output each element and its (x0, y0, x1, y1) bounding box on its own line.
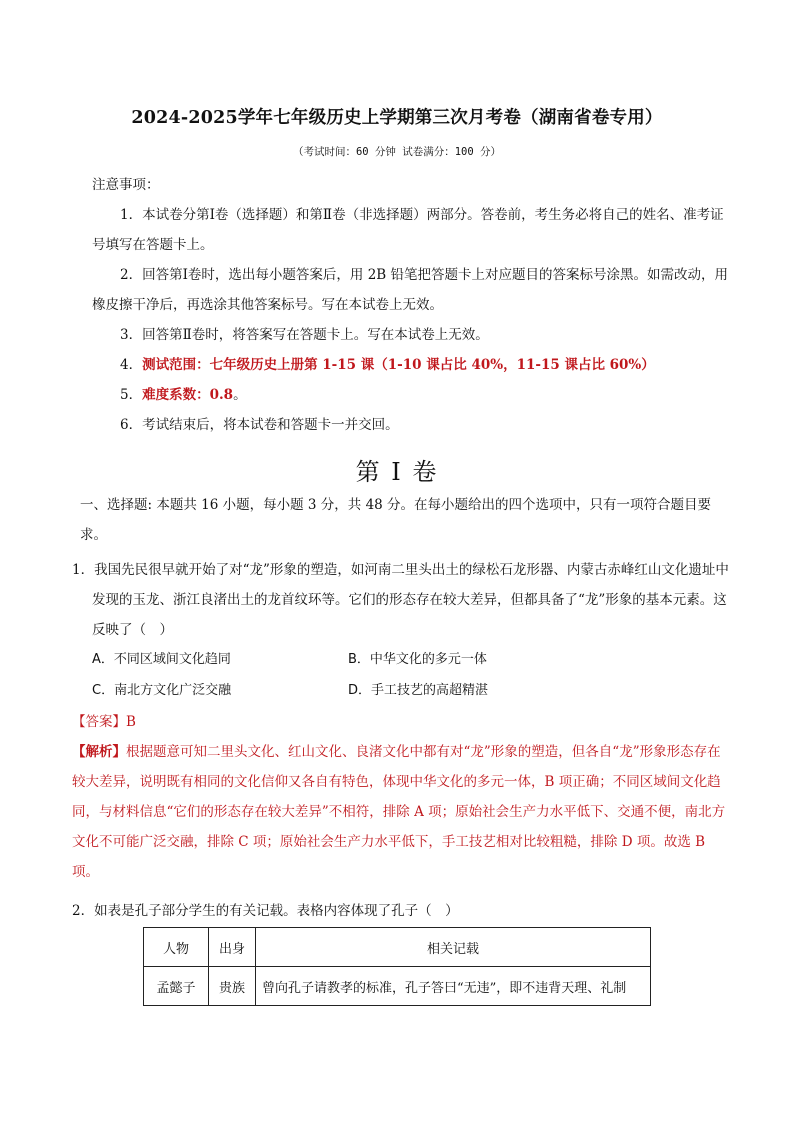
notes-heading: 注意事项： (92, 177, 160, 193)
section-title: 第 I 卷 (355, 458, 439, 486)
table-cell-person: 孟懿子 (144, 967, 209, 1006)
table-cell-record: 曾向孔子请教孝的标准，孔子答曰“无违”，即不违背天理、礼制 (256, 967, 651, 1006)
note-item-6: 6．考试结束后，将本试卷和答题卡一并交回。 (120, 417, 399, 433)
question-1 (72, 555, 732, 887)
option-b: B．中华文化的多元一体 (348, 652, 487, 667)
note-item-5-end: 。 (233, 387, 247, 403)
note-item-3: 3．回答第Ⅱ卷时，将答案写在答题卡上。写在本试卷上无效。 (120, 327, 489, 343)
analysis-tag: 【解析】 (72, 744, 126, 760)
option-c: C．南北方文化广泛交融 (92, 683, 232, 698)
difficulty-value: 0.8 (209, 387, 234, 403)
difficulty-label: 难度系数： (142, 387, 210, 403)
note-item-5 (92, 380, 732, 410)
table-header-person: 人物 (144, 928, 209, 967)
notes-section (92, 170, 732, 440)
test-scope: 测试范围：七年级历史上册第 1-15 课（1-10 课占比 40%，11-15 课占比 60%） (142, 357, 655, 373)
section-instructions: 一、选择题: 本题共 16 小题，每小题 3 分，共 48 分。在每小题给出的四个选项中，只有一项符合题目要求。 (80, 497, 712, 543)
question-1-stem: 1．我国先民很早就开始了对“龙”形象的塑造，如河南二里头出土的绿松石龙形器、内蒙古赤峰红山文化遗址中发现的玉龙、浙江良渚出土的龙首纹环等。它们的形态存在较大差异，但都具备了“龙”形象的基本元素。这反映了（ ） (72, 562, 729, 638)
question-2-stem: 2．如表是孔子部分学生的有关记载。表格内容体现了孔子（ ） (72, 903, 459, 919)
records-table (143, 927, 651, 1006)
question-1-answer: 【答案】B (72, 714, 136, 730)
note-item-5-number: 5． (120, 387, 143, 403)
question-1-options (92, 645, 732, 707)
page-title: 2024-2025学年七年级历史上学期第三次月考卷（湖南省卷专用） (131, 108, 663, 128)
section-intro (80, 490, 730, 550)
question-2 (72, 896, 732, 926)
table-cell-origin: 贵族 (209, 967, 256, 1006)
option-a: A．不同区域间文化趋同 (92, 652, 231, 667)
note-item-4-number: 4． (120, 357, 143, 373)
table-header-record: 相关记载 (256, 928, 651, 967)
note-item-1: 1．本试卷分第Ⅰ卷（选择题）和第Ⅱ卷（非选择题）两部分。答卷前，考生务必将自己的姓名、准考证号填写在答题卡上。 (92, 207, 724, 253)
analysis-text: 根据题意可知二里头文化、红山文化、良渚文化中都有对“龙”形象的塑造，但各自“龙”形象形态存在较大差异，说明既有相同的文化信仰又各自有特色，体现中华文化的多元一体，B 项正确；不同区域间文化趋同，与材料信息“它们的形态存在较大差异”不相符，排除 A 项；原始社会生产力水平低下、交通不便，南北方文化不可能广泛交融，排除 C 项；原始社会生产力水平低下，手工技艺相对比较粗糙，排除 D 项。故选 B 项。 (72, 744, 726, 880)
table-header-row (144, 928, 651, 967)
note-item-4 (92, 350, 732, 380)
option-d: D．手工技艺的高超精湛 (348, 683, 489, 698)
exam-info: （考试时间：60 分钟 试卷满分：100 分） (292, 146, 502, 158)
table-header-origin: 出身 (209, 928, 256, 967)
table-row (144, 967, 651, 1006)
note-item-2: 2．回答第Ⅰ卷时，选出每小题答案后，用 2B 铅笔把答题卡上对应题目的答案标号涂黑。如需改动，用橡皮擦干净后，再选涂其他答案标号。写在本试卷上无效。 (92, 267, 729, 313)
question-1-analysis (72, 737, 732, 887)
